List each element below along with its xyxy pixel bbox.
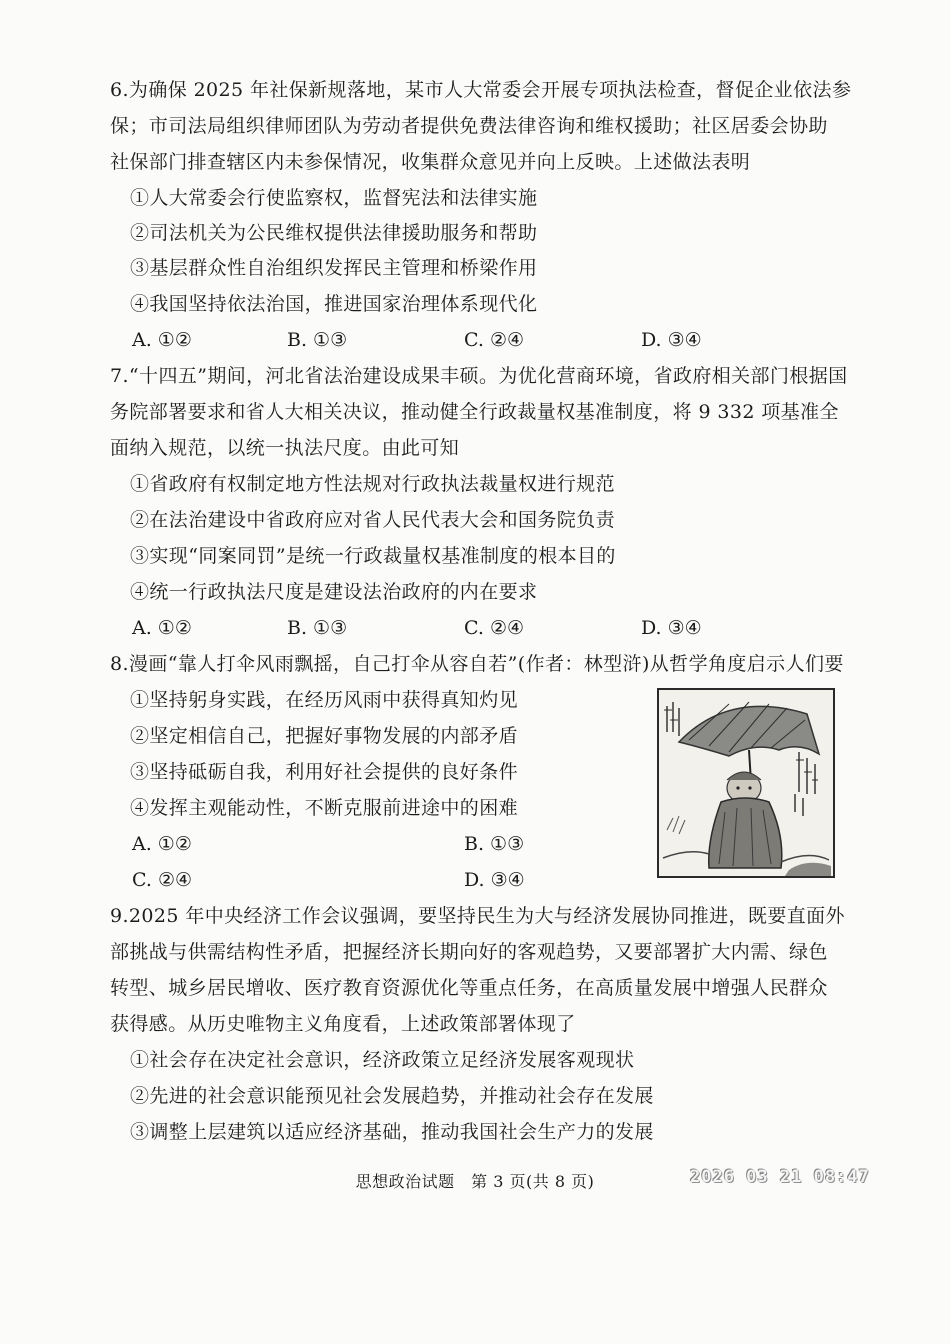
q8-option-c: C. ②④ [132, 869, 193, 891]
q9-statement-2: ②先进的社会意识能预见社会发展趋势，并推动社会存在发展 [130, 1085, 654, 1107]
q6-statement-4: ④我国坚持依法治国，推进国家治理体系现代化 [130, 293, 538, 315]
q9-stem-line-3: 转型、城乡居民增收、医疗教育资源优化等重点任务，在高质量发展中增强人民群众 [110, 977, 828, 999]
q7-option-d: D. ③④ [641, 617, 702, 639]
q6-option-a: A. ①② [132, 329, 192, 351]
q7-statement-3: ③实现“同案同罚”是统一行政裁量权基准制度的根本目的 [130, 545, 616, 567]
q6-option-c: C. ②④ [464, 329, 525, 351]
q7-option-b: B. ①③ [287, 617, 348, 639]
q6-stem-line-2: 保；市司法局组织律师团队为劳动者提供免费法律咨询和维权援助；社区居委会协助 [110, 115, 828, 137]
q8-option-b: B. ①③ [464, 833, 525, 855]
q9-stem-line-2: 部挑战与供需结构性矛盾，把握经济长期向好的客观趋势，又要部署扩大内需、绿色 [110, 941, 828, 963]
q6-stem-line-1: 6.为确保 2025 年社保新规落地，某市人大常委会开展专项执法检查，督促企业依法参 [110, 79, 852, 101]
q8-statement-1: ①坚持躬身实践，在经历风雨中获得真知灼见 [130, 689, 519, 711]
q8-stem-line-1: 8.漫画“靠人打伞风雨飘摇，自己打伞从容自若”(作者：林型浒)从哲学角度启示人们要 [110, 653, 844, 675]
q7-stem-line-1: 7.“十四五”期间，河北省法治建设成果丰硕。为优化营商环境，省政府相关部门根据国 [110, 365, 848, 387]
cartoon-drawing [659, 690, 833, 876]
q6-option-b: B. ①③ [287, 329, 348, 351]
q8-statement-4: ④发挥主观能动性，不断克服前进途中的困难 [130, 797, 519, 819]
q6-stem-line-3: 社保部门排查辖区内未参保情况，收集群众意见并向上反映。上述做法表明 [110, 151, 751, 173]
q7-stem-line-3: 面纳入规范，以统一执法尺度。由此可知 [110, 437, 460, 459]
q9-statement-3: ③调整上层建筑以适应经济基础，推动我国社会生产力的发展 [130, 1121, 654, 1143]
q8-statement-2: ②坚定相信自己，把握好事物发展的内部矛盾 [130, 725, 519, 747]
q6-statement-2: ②司法机关为公民维权提供法律援助服务和帮助 [130, 222, 538, 244]
page-footer: 思想政治试题 第 3 页(共 8 页) [355, 1172, 595, 1191]
q7-statement-1: ①省政府有权制定地方性法规对行政执法裁量权进行规范 [130, 473, 616, 495]
q9-stem-line-4: 获得感。从历史唯物主义角度看，上述政策部署体现了 [110, 1013, 576, 1035]
q6-statement-3: ③基层群众性自治组织发挥民主管理和桥梁作用 [130, 257, 538, 279]
timestamp-watermark: 2026 03 21 08:47 [690, 1167, 870, 1187]
q6-statement-1: ①人大常委会行使监察权，监督宪法和法律实施 [130, 187, 538, 209]
q8-option-d: D. ③④ [464, 869, 525, 891]
q9-stem-line-1: 9.2025 年中央经济工作会议强调，要坚持民生为大与经济发展协同推进，既要直面外 [110, 905, 845, 927]
cartoon-illustration [657, 688, 835, 878]
q7-statement-4: ④统一行政执法尺度是建设法治政府的内在要求 [130, 581, 538, 603]
q8-option-a: A. ①② [132, 833, 192, 855]
q8-statement-3: ③坚持砥砺自我，利用好社会提供的良好条件 [130, 761, 519, 783]
q7-statement-2: ②在法治建设中省政府应对省人民代表大会和国务院负责 [130, 509, 616, 531]
q7-option-a: A. ①② [132, 617, 192, 639]
q9-statement-1: ①社会存在决定社会意识，经济政策立足经济发展客观现状 [130, 1049, 635, 1071]
q7-stem-line-2: 务院部署要求和省人大相关决议，推动健全行政裁量权基准制度，将 9 332 项基准全 [110, 401, 839, 423]
q6-option-d: D. ③④ [641, 329, 702, 351]
q7-option-c: C. ②④ [464, 617, 525, 639]
